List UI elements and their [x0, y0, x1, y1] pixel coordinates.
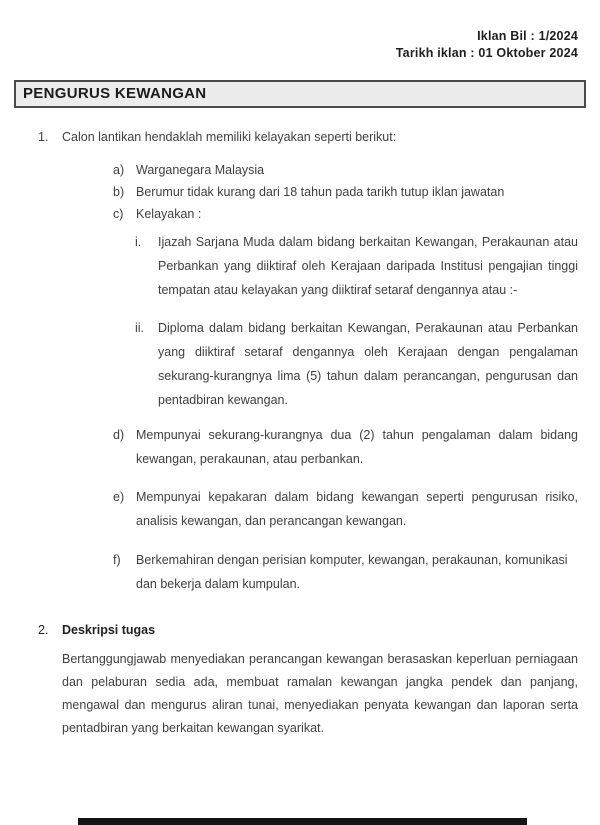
item-label: a) — [113, 163, 125, 177]
masthead — [0, 0, 600, 62]
iklan-bil-line: Iklan Bil : 1/2024 — [477, 29, 578, 43]
kelayakan-sublist — [135, 230, 578, 412]
item-label: e) — [113, 490, 125, 504]
requirements-section — [38, 130, 578, 144]
item-text: Mempunyai sekurang-kurangnya dua (2) tahun pengalaman dalam bidang kewangan, perakaunan, atau perbankan. — [136, 428, 578, 466]
item-text: Ijazah Sarjana Muda dalam bidang berkaitan Kewangan, Perakaunan atau Perbankan yang diiktiraf oleh Kerajaan daripada Institusi pengajian tinggi tempatan atau kelayakan yang diiktiraf setaraf dengannya atau :- — [158, 235, 578, 297]
section-heading: Deskripsi tugas — [62, 623, 156, 637]
item-label: b) — [113, 185, 125, 199]
section-number: 1. — [38, 130, 49, 144]
requirements-list-continued — [113, 423, 578, 596]
job-description-heading — [38, 623, 578, 638]
document-body — [0, 108, 600, 740]
section-number: 2. — [38, 623, 49, 637]
next-section-partial-bar — [78, 818, 527, 825]
list-item-a — [113, 159, 578, 181]
item-text: Berumur tidak kurang dari 18 tahun pada tarikh tutup iklan jawatan — [136, 185, 505, 199]
job-description-body: Bertanggungjawab menyediakan perancangan kewangan berasaskan keperluan perniagaan dan pelaburan sedia ada, membuat ramalan kewangan jangka pendek dan panjang, mengawal dan mengurus aliran tunai, menyediakan penyata kewangan dan laporan serta pentadbiran yang berkaitan kewangan syarikat. — [62, 652, 578, 735]
job-description-section — [38, 623, 578, 740]
list-item-d — [113, 423, 578, 471]
item-label: ii. — [135, 321, 145, 335]
requirements-intro: Calon lantikan hendaklah memiliki kelayakan seperti berikut: — [62, 130, 397, 144]
item-text: Warganegara Malaysia — [136, 163, 265, 177]
list-item-b — [113, 181, 578, 203]
item-text: Mempunyai kepakaran dalam bidang kewangan seperti pengurusan risiko, analisis kewangan, dan perancangan kewangan. — [136, 490, 578, 528]
item-label: i. — [135, 235, 142, 249]
list-item-f — [113, 548, 578, 596]
item-label: d) — [113, 428, 125, 442]
requirements-list — [113, 159, 578, 225]
list-item-e — [113, 485, 578, 533]
sublist-item-ii — [135, 316, 578, 412]
job-title-box — [14, 80, 586, 108]
item-text: Diploma dalam bidang berkaitan Kewangan, Perakaunan atau Perbankan yang diiktiraf setaraf dengannya oleh Kerajaan dengan pengalaman sekurang-kurangnya lima (5) tahun dalam perancangan, pengurusan dan pentadbiran kewangan. — [158, 321, 578, 407]
job-title: PENGURUS KEWANGAN — [23, 85, 207, 102]
sublist-item-i — [135, 230, 578, 302]
item-text: Kelayakan : — [136, 207, 202, 221]
item-label: f) — [113, 553, 121, 567]
list-item-c — [113, 203, 578, 225]
item-text: Berkemahiran dengan perisian komputer, kewangan, perakaunan, komunikasi dan bekerja dalam kumpulan. — [136, 553, 568, 591]
tarikh-iklan-line: Tarikh iklan : 01 Oktober 2024 — [395, 46, 578, 60]
item-label: c) — [113, 207, 124, 221]
